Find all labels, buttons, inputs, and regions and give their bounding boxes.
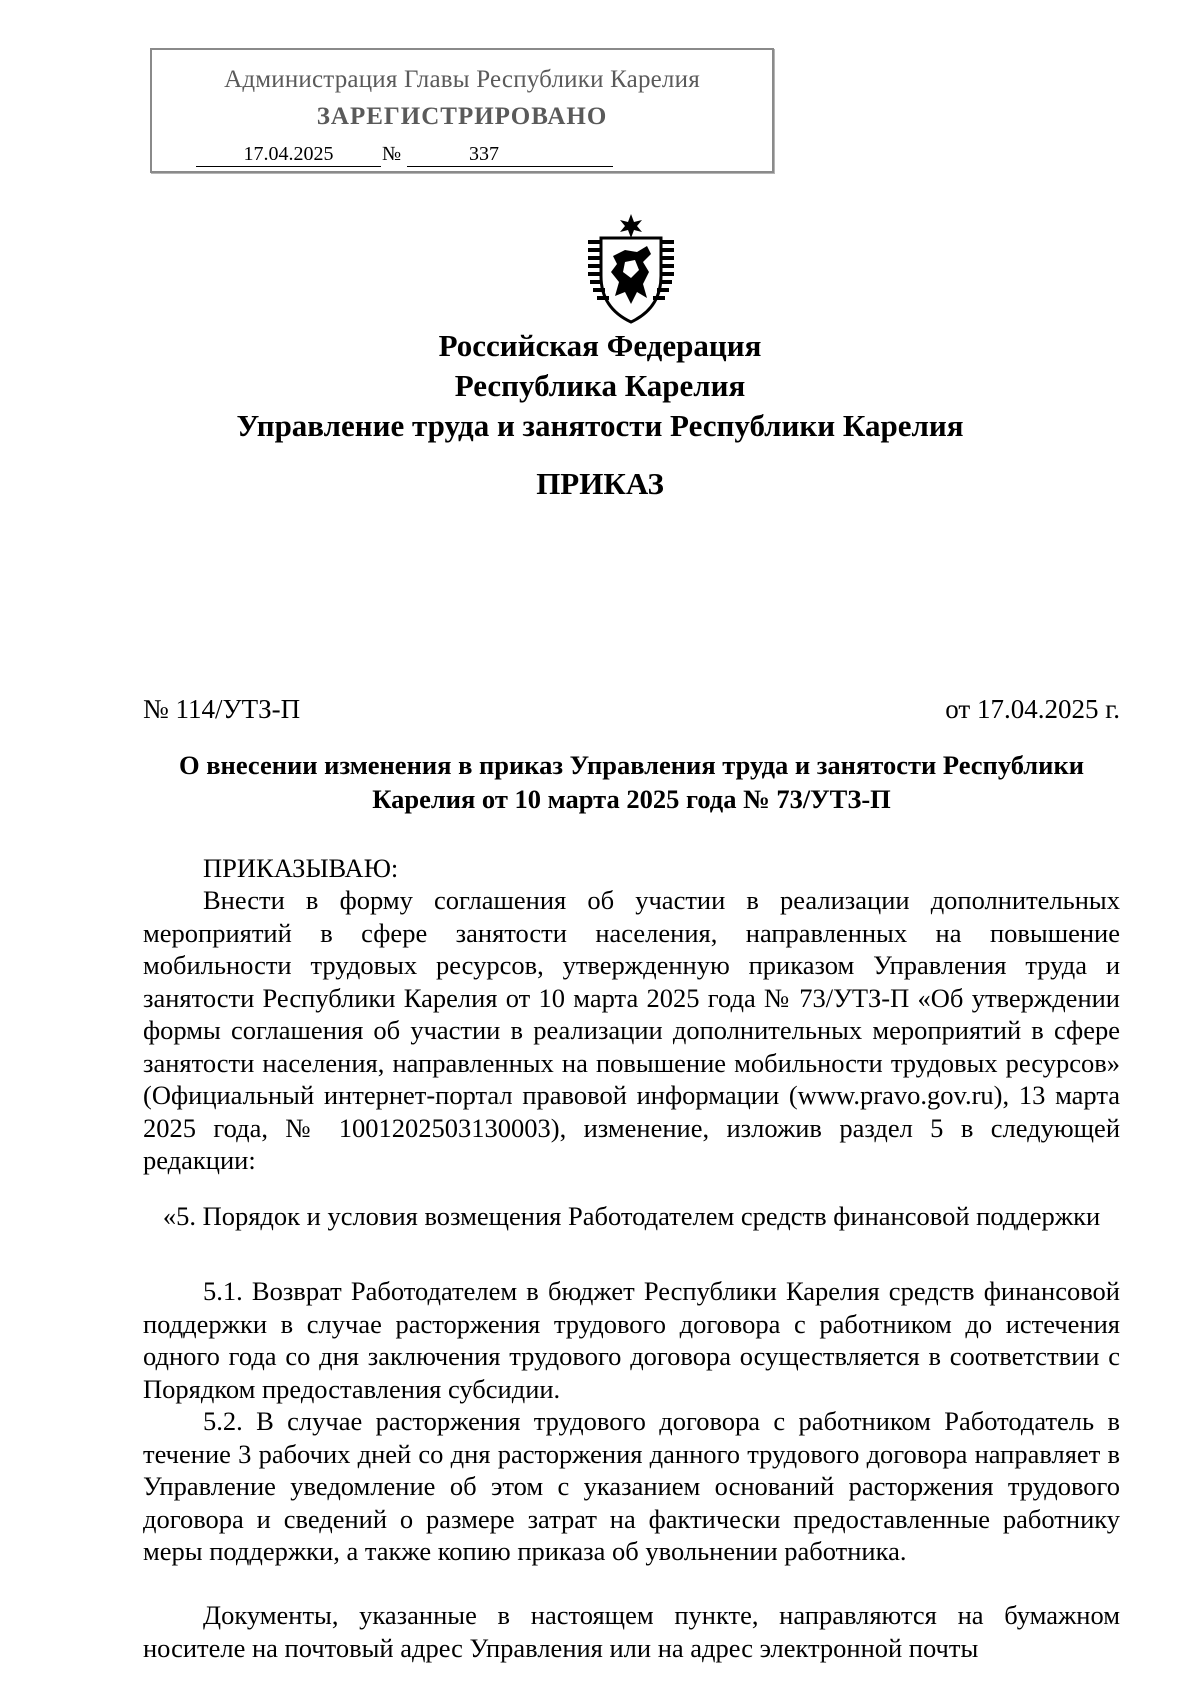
document-type: ПРИКАЗ xyxy=(536,466,664,501)
header-authority: Управление труда и занятости Республики Карелия xyxy=(236,408,964,443)
section-title: «5. Порядок и условия возмещения Работодателем средств финансовой поддержки xyxy=(162,1201,1101,1231)
paragraph-main: Внести в форму соглашения об участии в реализации дополнительных мероприятий в сфере занятости населения, направленных на повышение мобильности трудовых ресурсов, утвержденную приказом Управления труда и занятости Республики Карелия от 10 марта 2025 года № 73/УТЗ-П «Об утверждении формы соглашения об участии в реализации дополнительных мероприятий в сфере занятости населения, направленных на повышение мобильности трудовых ресурсов» (Официальный интернет-портал правовой информации (www.pravo.gov.ru), 13 марта 2025 года, № 1001202503130003), изменение, изложив раздел 5 в следующей редакции: xyxy=(143,885,1120,1175)
paragraph-5-2: 5.2. В случае расторжения трудового договора с работником Работодатель в течение 3 рабочих дней со дня расторжения данного трудового договора направляет в Управление уведомление об этом с указанием оснований расторжения трудового договора и сведений о размере затрат на фактически предоставленные работнику меры поддержки, а также копию приказа об увольнении работника. xyxy=(143,1406,1120,1566)
order-date: от 17.04.2025 г. xyxy=(945,694,1120,724)
stamp-number-sign: № xyxy=(382,143,402,165)
registration-stamp xyxy=(150,48,774,173)
paragraph-5-1: 5.1. Возврат Работодателем в бюджет Республики Карелия средств финансовой поддержки в случае расторжения трудового договора с работником до истечения одного года со дня заключения трудового договора осуществляется в соответствии с Порядком предоставления субсидии. xyxy=(143,1276,1120,1404)
stamp-date: 17.04.2025 xyxy=(196,142,381,167)
stamp-authority: Администрация Главы Республики Карелия xyxy=(224,66,700,93)
order-number: № 114/УТЗ-П xyxy=(143,694,301,724)
order-word: ПРИКАЗЫВАЮ: xyxy=(203,853,399,883)
header-country: Российская Федерация xyxy=(438,328,762,363)
document-title: О внесении изменения в приказ Управления труда и занятости Республики Карелия от 10 марта 2025 года № 73/УТЗ-П xyxy=(179,750,1084,814)
header-republic: Республика Карелия xyxy=(454,368,746,403)
stamp-number: 337 xyxy=(407,142,613,167)
karelia-coat-of-arms-icon xyxy=(585,212,677,324)
paragraph-documents: Документы, указанные в настоящем пункте, направляются на бумажном носителе на почтовый адрес Управления или на адрес электронной почты xyxy=(143,1600,1120,1663)
stamp-registered: ЗАРЕГИСТРИРОВАНО xyxy=(316,103,608,130)
